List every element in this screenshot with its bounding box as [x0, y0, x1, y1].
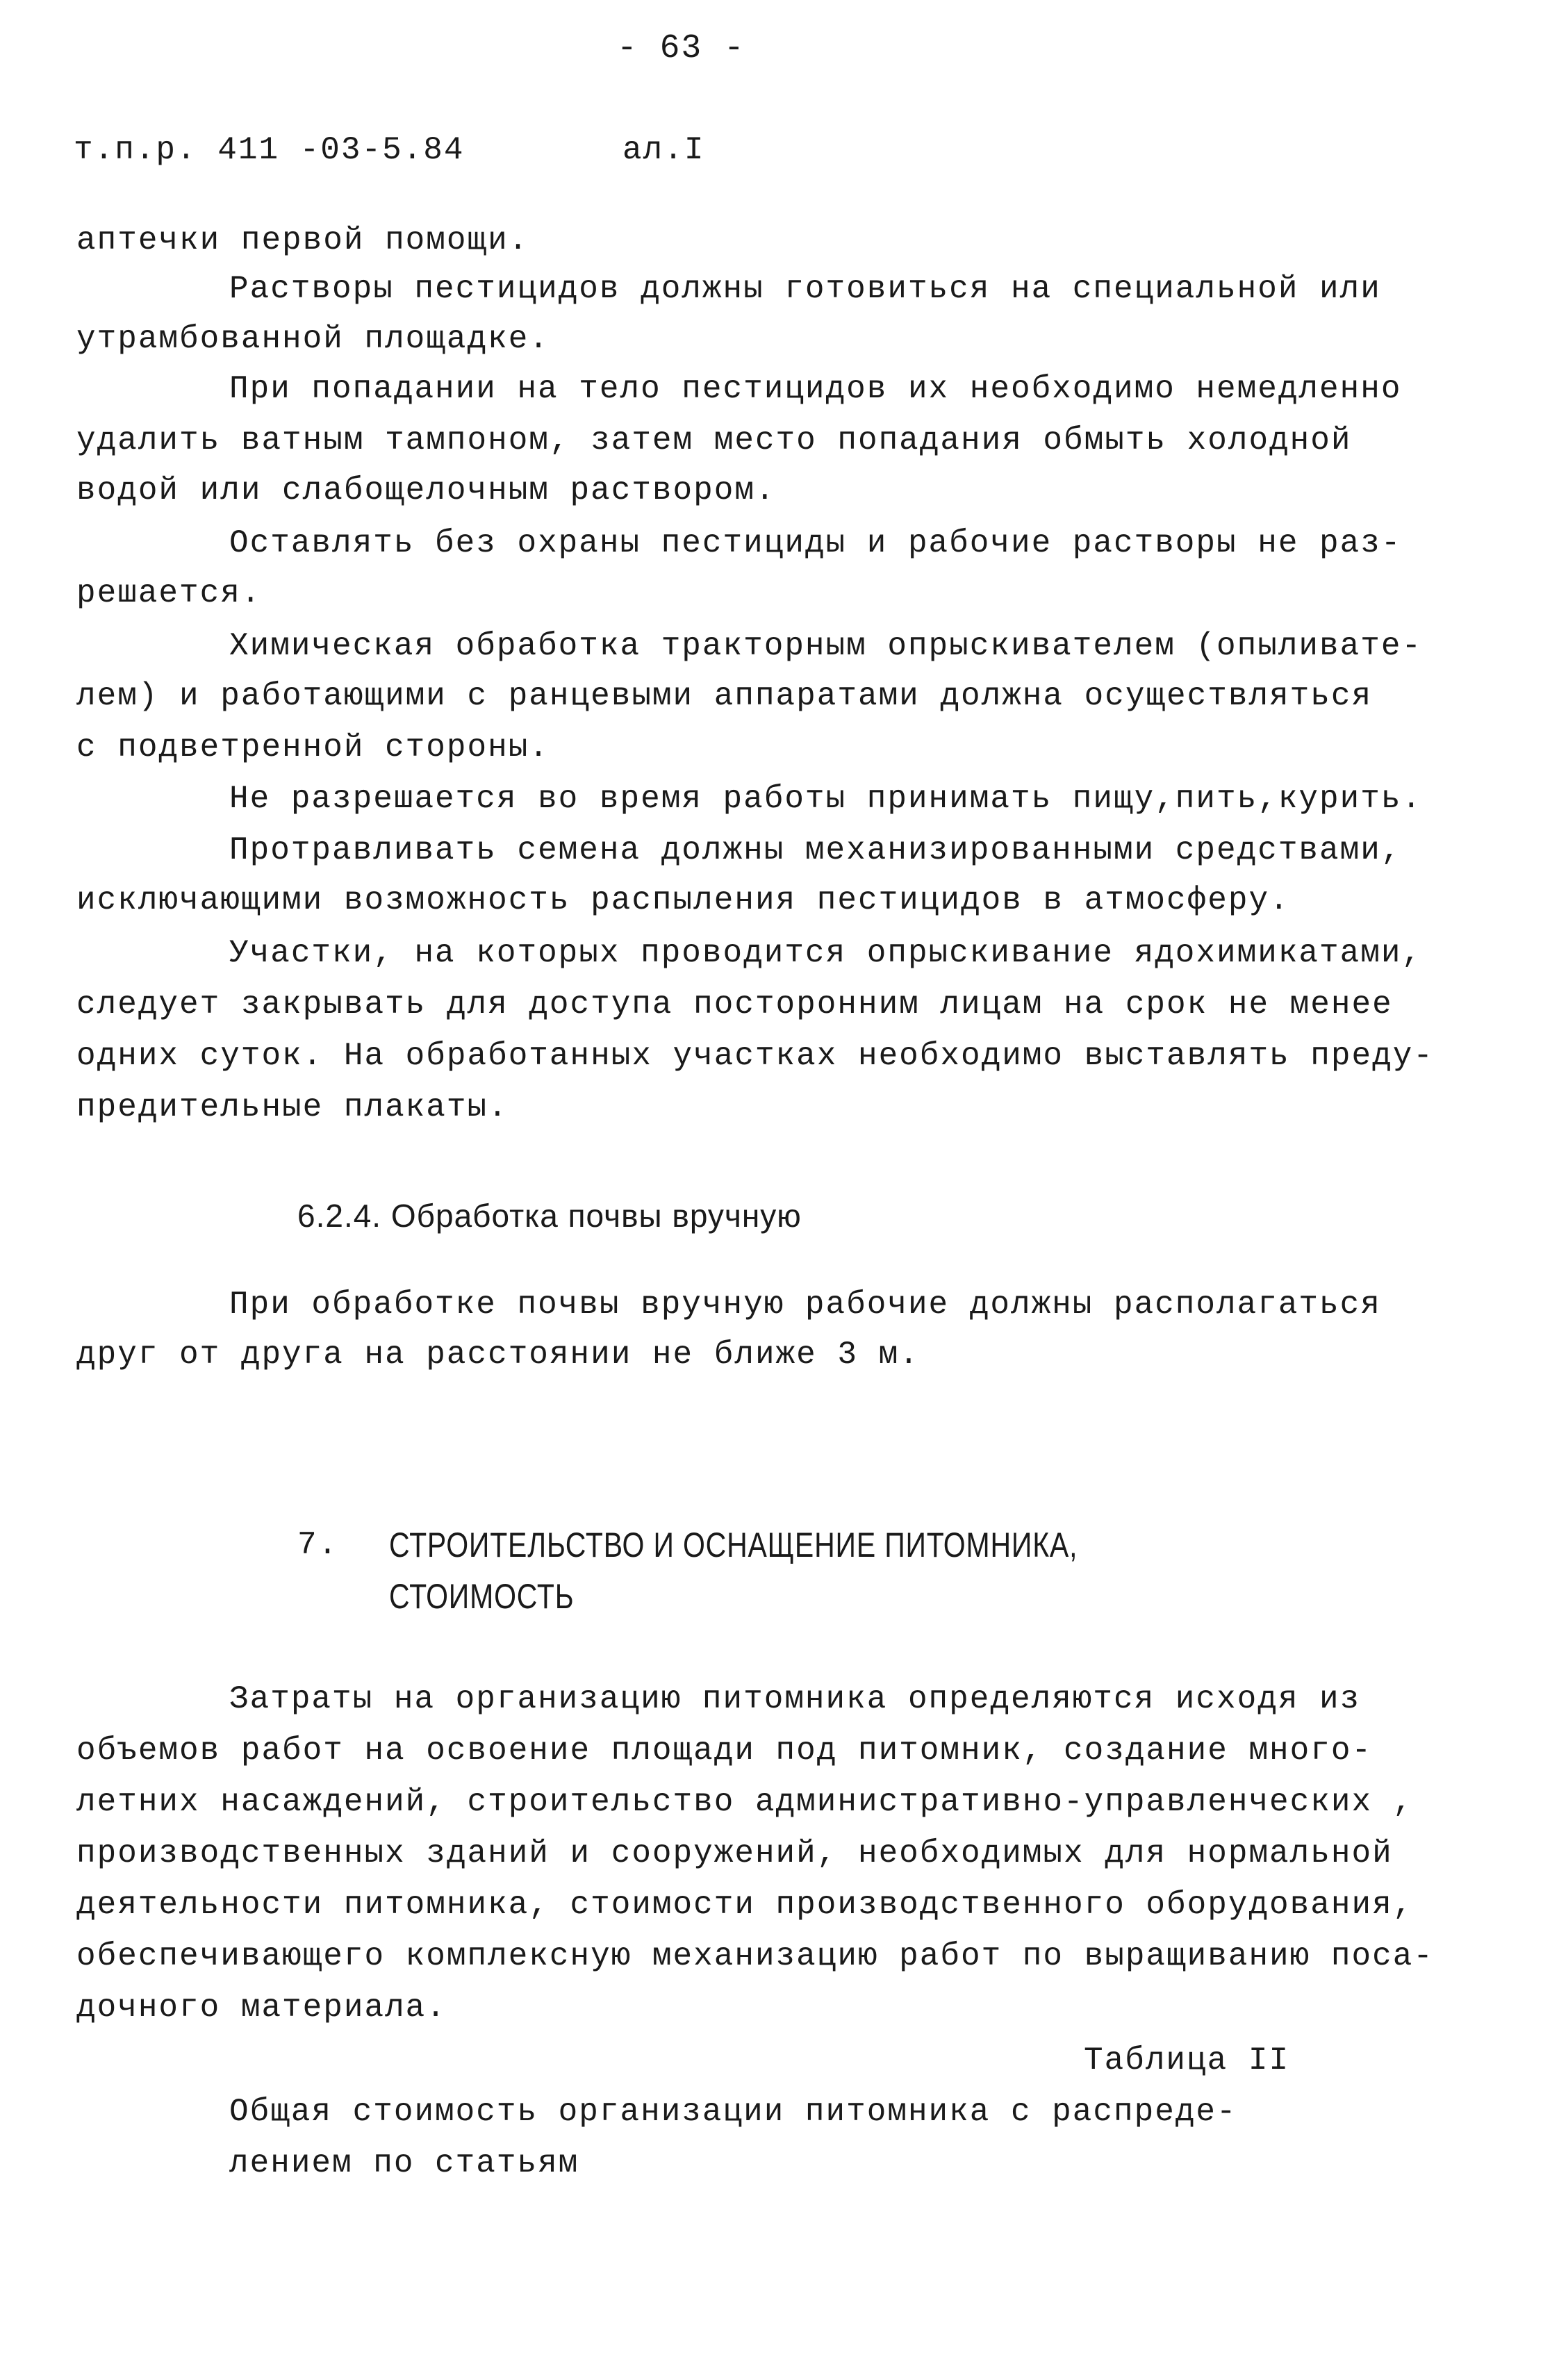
section-7-line: обеспечивающего комплексную механизацию работ по выращиванию поса- [76, 1938, 1434, 1974]
body-line: с подветренной стороны. [76, 729, 550, 766]
body-line: водой или слабощелочным раствором. [76, 472, 776, 509]
body-line: Не разрешается во время работы принимать пищу,пить,курить. [229, 781, 1423, 817]
body-line: одних суток. На обработанных участках необходимо выставлять преду- [76, 1038, 1434, 1074]
body-line: Участки, на которых проводится опрыскивание ядохимикатами, [229, 935, 1423, 971]
table-title-line2: лением по статьям [229, 2145, 579, 2181]
body-line: Химическая обработка тракторным опрыскивателем (опыливате- [229, 628, 1423, 664]
table-label: Таблица II [1084, 2042, 1290, 2079]
body-line: Протравливать семена должны механизированными средствами, [229, 832, 1402, 868]
body-line: исключающими возможность распыления пестицидов в атмосферу. [76, 882, 1290, 918]
body-line: удалить ватным тампоном, затем место попадания обмыть холодной [76, 422, 1352, 458]
section-7-line: объемов работ на освоение площади под питомник, создание много- [76, 1733, 1373, 1769]
body-line: При попадании на тело пестицидов их необходимо немедленно [229, 371, 1402, 407]
document-code: т.п.р. 411 -03-5.84 [74, 132, 465, 168]
page-number: - 63 - [617, 30, 745, 67]
section-7-title-line1: СТРОИТЕЛЬСТВО И ОСНАЩЕНИЕ ПИТОМНИКА, [389, 1526, 1078, 1564]
section-6-2-4-title: 6.2.4. Обработка почвы вручную [297, 1198, 802, 1234]
body-line: Оставлять без охраны пестициды и рабочие растворы не раз- [229, 525, 1402, 561]
section-7-line: дочного материала. [76, 1990, 447, 2026]
section-7-line: Затраты на организацию питомника определяются исходя из [229, 1681, 1361, 1717]
body-line: утрамбованной площадке. [76, 321, 550, 357]
section-7-line: летних насаждений, строительство административно-управленческих , [76, 1784, 1414, 1820]
body-line: предительные плакаты. [76, 1089, 509, 1125]
section-7-line: деятельности питомника, стоимости производственного оборудования, [76, 1887, 1414, 1923]
body-line: аптечки первой помощи. [76, 222, 529, 258]
section-6-2-4-line: При обработке почвы вручную рабочие должны располагаться [229, 1287, 1381, 1323]
body-line: Растворы пестицидов должны готовиться на специальной или [229, 271, 1381, 307]
section-6-2-4-line: друг от друга на расстоянии не ближе 3 м. [76, 1337, 920, 1373]
body-line: лем) и работающими с ранцевыми аппаратами должна осуществляться [76, 678, 1373, 714]
section-7-line: производственных зданий и сооружений, необходимых для нормальной [76, 1835, 1393, 1871]
body-line: следует закрывать для доступа посторонним лицам на срок не менее [76, 986, 1393, 1023]
body-line: решается. [76, 575, 262, 611]
section-7-number: 7. [297, 1527, 339, 1563]
table-title-line1: Общая стоимость организации питомника с распреде- [229, 2094, 1237, 2130]
sheet-label: ал.I [622, 132, 705, 168]
section-7-title-line2: СТОИМОСТЬ [389, 1577, 575, 1616]
